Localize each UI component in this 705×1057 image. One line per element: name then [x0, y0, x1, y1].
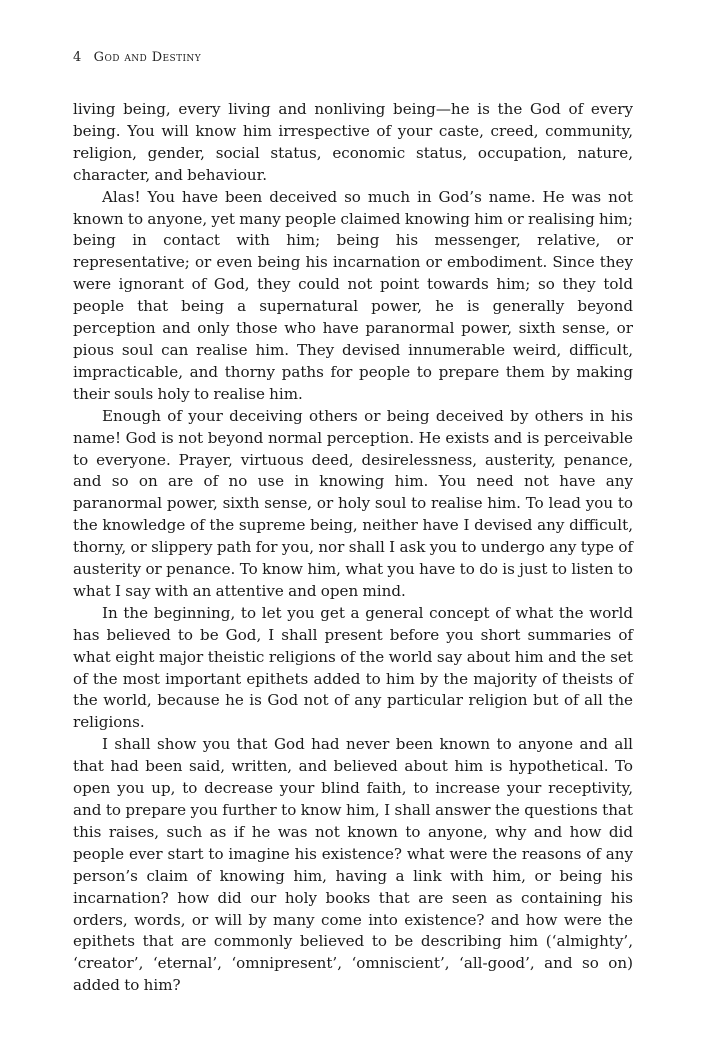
running-head [73, 50, 633, 65]
paragraph-continuation: living being, every living and nonliving being—he is the God of every being. You will know him irrespective of your caste, creed, community, religion, gender, social status, economic status, occupation, nature, character, and behaviour. [73, 100, 633, 184]
paragraph: Alas! You have been deceived so much in God’s name. He was not known to anyone, yet many people claimed knowing him or realising him; being in contact with him; being his messenger, relative, or representative; or even being his incarnation or embodiment. Since they were ignorant of God, they could not point towards him; so they told people that being a supernatural power, he is generally beyond perception and only those who have paranormal power, sixth sense, or pious soul can realise him. They devised innumerable weird, difficult, impracticable, and thorny paths for people to prepare them by making their souls holy to realise him. [73, 187, 633, 403]
paragraph: I shall show you that God had never been known to anyone and all that had been said, written, and believed about him is hypothetical. To open you up, to decrease your blind faith, to increase your receptivity, and to prepare you further to know him, I shall answer the questions that this raises, such as if he was not known to anyone, why and how did people ever start to imagine his existence? what were the reasons of any person’s claim of knowing him, having a link with him, or being his incarnation? how did our holy books that are seen as containing his orders, words, or will by many come into existence? and how were the epithets that are commonly believed to be describing him (‘almighty’, ‘creator’, ‘eternal’, ‘omnipresent’, ‘omniscient’, ‘all-good’, and so on) added to him? [73, 735, 633, 995]
paragraph: Enough of your deceiving others or being deceived by others in his name! God is not beyond normal perception. He exists and is perceivable to everyone. Prayer, virtuous deed, desirelessness, austerity, penance, and so on are of no use in knowing him. You need not have any paranormal power, sixth sense, or holy soul to realise him. To lead you to the knowledge of the supreme being, neither have I devised any difficult, thorny, or slippery path for you, nor shall I ask you to undergo any type of austerity or penance. To know him, what you have to do is just to listen to what I say with an attentive and open mind. [73, 406, 633, 600]
page-number: 4 [73, 50, 82, 65]
book-page [73, 50, 633, 997]
body-text [73, 99, 633, 997]
running-title: God and Destiny [93, 50, 202, 65]
paragraph: In the beginning, to let you get a general concept of what the world has believed to be God, I shall present before you short summaries of what eight major theistic religions of the world say about him and the set of the most important epithets added to him by the majority of theists of the world, because he is God not of any particular religion but of all the religions. [73, 603, 633, 732]
